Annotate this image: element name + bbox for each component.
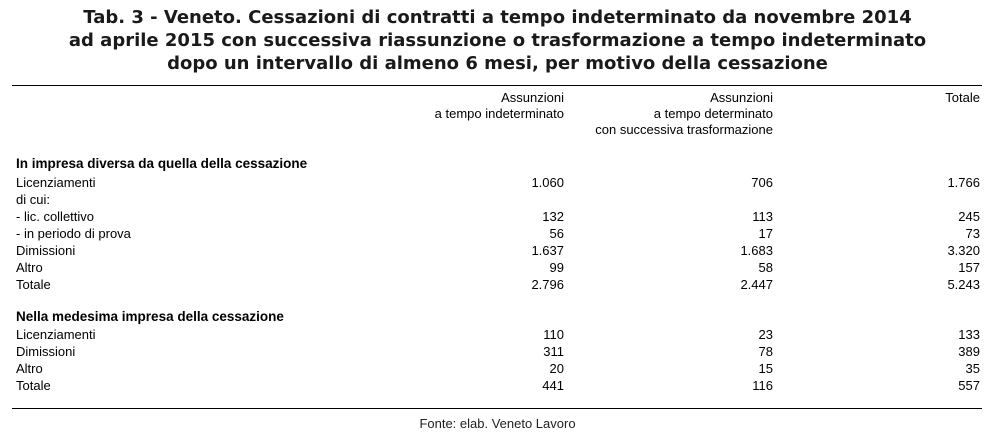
- source-note: Fonte: elab. Veneto Lavoro: [419, 416, 576, 431]
- table-row: [16, 174, 980, 191]
- cell-determinato: 78: [758, 344, 773, 359]
- table-title-line-2: ad aprile 2015 con successiva riassunzione o trasformazione a tempo indeterminato: [68, 30, 927, 51]
- column-header-line: Assunzioni: [501, 90, 564, 105]
- cell-determinato: 58: [758, 260, 773, 275]
- table-row: [16, 259, 980, 276]
- row-label: Dimissioni: [16, 243, 76, 258]
- cell-indeterminato: 1.060: [531, 175, 564, 190]
- table-row: [16, 225, 980, 242]
- row-label: Altro: [16, 260, 43, 275]
- cell-determinato: 17: [758, 226, 773, 241]
- cell-indeterminato: 99: [549, 260, 564, 275]
- section-heading-altra-impresa: In impresa diversa da quella della cessazione: [16, 156, 308, 171]
- section-heading-medesima-impresa: Nella medesima impresa della cessazione: [16, 309, 284, 324]
- row-label: Licenziamenti: [16, 327, 96, 342]
- row-label: - lic. collettivo: [16, 209, 95, 224]
- cell-totale: 133: [958, 327, 980, 342]
- cell-totale: 1.766: [947, 175, 980, 190]
- cell-indeterminato: 110: [543, 327, 564, 342]
- cell-totale: 557: [958, 378, 980, 393]
- cell-indeterminato: 2.796: [531, 277, 564, 292]
- cell-indeterminato: 56: [549, 226, 564, 241]
- table-title: [0, 6, 995, 75]
- table-title-line-3: dopo un intervallo di almeno 6 mesi, per motivo della cessazione: [167, 53, 828, 74]
- top-rule: [12, 85, 982, 86]
- cell-determinato: 2.447: [740, 277, 773, 292]
- cell-totale: 389: [958, 344, 980, 359]
- column-header-line: con successiva trasformazione: [595, 122, 773, 137]
- cell-totale: 35: [965, 361, 980, 376]
- cell-totale: 245: [958, 209, 980, 224]
- cell-totale: 3.320: [947, 243, 980, 258]
- cell-indeterminato: 20: [549, 361, 564, 376]
- cell-totale: 5.243: [947, 277, 980, 292]
- cell-determinato: 116: [752, 378, 773, 393]
- cell-indeterminato: 441: [542, 378, 564, 393]
- table-row: [16, 242, 980, 259]
- cell-totale: 157: [958, 260, 980, 275]
- column-header-line: a tempo indeterminato: [434, 106, 564, 121]
- row-label: - in periodo di prova: [16, 226, 131, 241]
- table-row: [16, 343, 980, 360]
- table-row: [16, 360, 980, 377]
- column-header-line: Assunzioni: [710, 90, 773, 105]
- row-label: di cui:: [16, 192, 50, 207]
- table-row-total: [16, 377, 980, 394]
- column-header-totale: [945, 90, 980, 106]
- column-header-line: a tempo determinato: [653, 106, 773, 121]
- cell-determinato: 706: [751, 175, 773, 190]
- row-label: Altro: [16, 361, 43, 376]
- column-header-assunzioni-indeterminato: [435, 90, 564, 122]
- row-label: Dimissioni: [16, 344, 76, 359]
- table-row: [16, 191, 980, 208]
- bottom-rule: [12, 408, 982, 409]
- cell-totale: 73: [965, 226, 980, 241]
- cell-indeterminato: 1.637: [531, 243, 564, 258]
- cell-determinato: 1.683: [740, 243, 773, 258]
- column-header-line: Totale: [945, 90, 980, 105]
- row-label: Totale: [16, 378, 51, 393]
- row-label: Licenziamenti: [16, 175, 96, 190]
- table-row-total: [16, 276, 980, 293]
- cell-indeterminato: 311: [543, 344, 564, 359]
- cell-determinato: 23: [758, 327, 773, 342]
- cell-indeterminato: 132: [542, 209, 564, 224]
- table-row: [16, 208, 980, 225]
- cell-determinato: 15: [758, 361, 773, 376]
- row-label: Totale: [16, 277, 51, 292]
- column-header-assunzioni-determinato: [595, 90, 773, 138]
- table-row: [16, 326, 980, 343]
- cell-determinato: 113: [752, 209, 773, 224]
- table-title-line-1: Tab. 3 - Veneto. Cessazioni di contratti a tempo indeterminato da novembre 2014: [83, 7, 912, 28]
